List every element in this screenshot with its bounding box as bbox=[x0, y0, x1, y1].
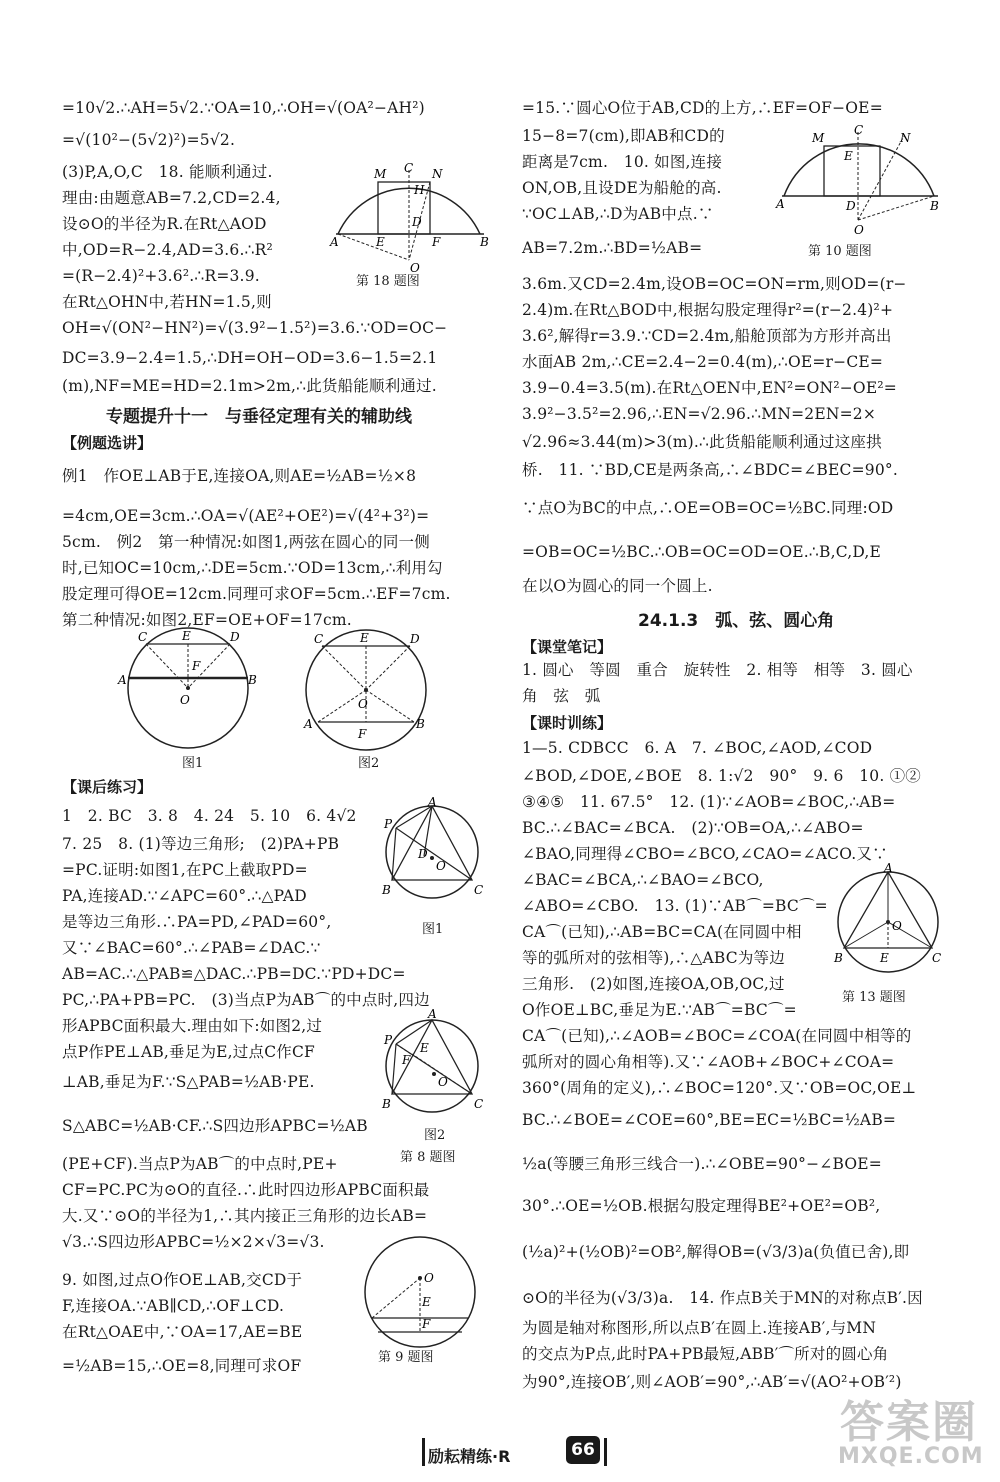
text-line: 设⊙O的半径为R.在Rt△AOD bbox=[62, 215, 267, 233]
text-line: ∵OC⊥AB,∴D为AB中点.∵ bbox=[522, 205, 714, 223]
text-line: 距离是7cm. 10. 如图,连接 bbox=[522, 153, 723, 171]
text-line: 形APBC面积最大.理由如下:如图2,过 bbox=[62, 1017, 323, 1035]
figure-18-diagram bbox=[330, 161, 490, 275]
text-line: 股定理可得OE=12cm.同理可求OF=5cm.∴EF=7cm. bbox=[62, 585, 451, 603]
text-line: PA,连接AD.∵∠APC=60°.∴△PAD bbox=[62, 887, 307, 905]
svg-text:C: C bbox=[474, 1097, 484, 1111]
text-line: 又∵∠BAC=60°.∴∠PAB=∠DAC.∵ bbox=[62, 939, 321, 957]
svg-text:O: O bbox=[180, 693, 190, 707]
text-line: ∵点O为BC的中点,∴OE=OB=OC=½BC.同理:OD bbox=[522, 499, 894, 517]
text-line: 理由:由题意AB=7.2,CD=2.4, bbox=[62, 189, 281, 207]
text-line: DC=3.9−2.4=1.5,∴DH=OH−OD=3.6−1.5=2.1 bbox=[62, 349, 438, 367]
figure-caption: 图1 bbox=[182, 756, 204, 771]
svg-text:O: O bbox=[410, 261, 420, 275]
svg-text:M: M bbox=[812, 131, 825, 145]
svg-text:A: A bbox=[330, 235, 339, 249]
text-line: 在以O为圆心的同一个圆上. bbox=[522, 577, 713, 595]
svg-text:C: C bbox=[854, 123, 864, 137]
tag-notes: 【课堂笔记】 bbox=[522, 638, 613, 656]
text-line: 桥. 11. ∵BD,CE是两条高,∴∠BDC=∠BEC=90°. bbox=[522, 461, 898, 479]
svg-text:A: A bbox=[428, 795, 437, 809]
svg-text:D: D bbox=[846, 199, 856, 213]
text-line: 3.6²,解得r=3.9.∵CD=2.4m,船舱顶部为方形并高出 bbox=[522, 327, 892, 345]
text-line: (PE+CF).当点P为AB⌒的中点时,PE+ bbox=[62, 1155, 338, 1173]
text-line: S△ABC=½AB·CF.∴S四边形APBC=½AB bbox=[62, 1117, 368, 1135]
footer-bar-left bbox=[422, 1438, 425, 1466]
text-line: ON,OB,且设DE为船舱的高. bbox=[522, 179, 722, 197]
svg-text:B: B bbox=[416, 717, 425, 731]
text-line: 在Rt△OHN中,若HN=1.5,则 bbox=[62, 293, 272, 311]
text-line: 9. 如图,过点O作OE⊥AB,交CD于 bbox=[62, 1271, 303, 1289]
text-line: 是等边三角形.∴PA=PD,∠PAD=60°, bbox=[62, 913, 332, 931]
text-line: ∠BAC=∠BCA,∴∠BAO=∠BCO, bbox=[522, 871, 764, 889]
text-line: (½a)²+(½OB)²=OB²,解得OB=(√3/3)a(负值已舍),即 bbox=[522, 1243, 910, 1261]
text-line: 的交点为P点,此时PA+PB最短,ABB′⌒所对的圆心角 bbox=[522, 1345, 889, 1363]
tag-examples: 【例题选讲】 bbox=[62, 434, 153, 452]
text-line: =√(10²−(5√2)²)=5√2. bbox=[62, 131, 236, 149]
text-line: CA⌒(已知),∴∠AOB=∠BOC=∠COA(在同圆中相等的 bbox=[522, 1027, 912, 1045]
svg-text:F: F bbox=[422, 1317, 431, 1331]
text-line: CA⌒(已知),∴AB=BC=CA(在同圆中相 bbox=[522, 923, 802, 941]
svg-text:C: C bbox=[138, 630, 148, 644]
svg-text:C: C bbox=[404, 161, 414, 175]
svg-text:O: O bbox=[854, 223, 864, 237]
text-line: 水面AB 2m,∴CE=2.4−2=0.4(m),∴OE=r−CE= bbox=[522, 353, 884, 371]
text-line: ⊥AB,垂足为F.∵S△PAB=½AB·PE. bbox=[62, 1073, 315, 1091]
text-line: ∠BAO,同理得∠CBO=∠BCO,∠CAO=∠ACO.又∵ bbox=[522, 845, 888, 863]
svg-text:E: E bbox=[420, 1041, 429, 1055]
text-line: 为90°,连接OB′,则∠AOB′=90°,∴AB′=√(AO²+OB′²) bbox=[522, 1373, 902, 1391]
svg-text:C: C bbox=[932, 951, 942, 965]
watermark bbox=[832, 1386, 996, 1474]
text-line: =½AB=15,∴OE=8,同理可求OF bbox=[62, 1357, 302, 1375]
figure-8-2-diagram bbox=[378, 1008, 488, 1120]
figure-caption: 图1 bbox=[422, 922, 444, 937]
text-line: ½a(等腰三角形三线合一).∴∠OBE=90°−∠BOE= bbox=[522, 1155, 882, 1173]
text-line: =10√2.∴AH=5√2.∵OA=10,∴OH=√(OA²−AH²) bbox=[62, 99, 425, 117]
svg-text:E: E bbox=[376, 235, 385, 249]
text-line: 30°.∴OE=½OB.根据勾股定理得BE²+OE²=OB², bbox=[522, 1197, 881, 1215]
text-line: 15−8=7(cm),即AB和CD的 bbox=[522, 127, 725, 145]
text-line: 为圆是轴对称图形,所以点B′在圆上.连接AB′,与MN bbox=[522, 1319, 877, 1337]
svg-text:D: D bbox=[410, 632, 420, 646]
text-line: ⊙O的半径为(√3/3)a. 14. 作点B关于MN的对称点B′.因 bbox=[522, 1289, 923, 1307]
tag-training: 【课时训练】 bbox=[522, 714, 613, 732]
svg-text:E: E bbox=[422, 1295, 431, 1309]
text-line: =OB=OC=½BC.∴OB=OC=OD=OE.∴B,C,D,E bbox=[522, 543, 882, 561]
svg-text:B: B bbox=[248, 673, 257, 687]
svg-text:A: A bbox=[884, 861, 893, 875]
svg-text:O: O bbox=[892, 919, 902, 933]
text-line: O作OE⊥BC,垂足为E.∵AB⌒=BC⌒= bbox=[522, 1001, 797, 1019]
text-line: 时,已知OC=10cm,∴DE=5cm.∵OD=13cm,∴利用勾 bbox=[62, 559, 443, 577]
svg-text:A: A bbox=[118, 673, 127, 687]
svg-text:E: E bbox=[880, 951, 889, 965]
text-line: √3.∴S四边形APBC=½×2×√3=√3. bbox=[62, 1233, 325, 1251]
text-line: 第二种情况:如图2,EF=OE+OF=17cm. bbox=[62, 611, 352, 629]
tag-practice: 【课后练习】 bbox=[62, 778, 153, 796]
svg-text:O: O bbox=[358, 697, 368, 711]
figure-caption: 图2 bbox=[358, 756, 380, 771]
svg-text:D: D bbox=[412, 215, 422, 229]
text-line: (m),NF=ME=HD=2.1m>2m,∴此货船能顺利通过. bbox=[62, 377, 437, 395]
footer-brand: 励耘精练·R bbox=[428, 1447, 511, 1466]
text-line: BC.∴∠BAC=∠BCA. (2)∵OB=OA,∴∠ABO= bbox=[522, 819, 864, 837]
svg-text:F: F bbox=[192, 659, 201, 673]
svg-text:F: F bbox=[432, 235, 441, 249]
svg-text:B: B bbox=[930, 199, 939, 213]
text-line: √2.96≈3.44(m)>3(m).∴此货船能顺利通过这座拱 bbox=[522, 433, 882, 451]
text-line: PC,∴PA+PB=PC. (3)当点P为AB⌒的中点时,四边 bbox=[62, 991, 430, 1009]
text-line: ③④⑤ 11. 67.5° 12. (1)∵∠AOB=∠BOC,∴AB= bbox=[522, 793, 896, 811]
text-line: 大.又∵⊙O的半径为1,∴其内接正三角形的边长AB= bbox=[62, 1207, 428, 1225]
figure-caption: 图2 bbox=[424, 1128, 446, 1143]
svg-text:B: B bbox=[834, 951, 843, 965]
watermark-url: MXQE.COM bbox=[838, 1444, 984, 1469]
svg-text:C: C bbox=[474, 883, 484, 897]
text-line: =15.∵圆心O位于AB,CD的上方,∴EF=OF−OE= bbox=[522, 99, 883, 117]
text-line: 3.6m.又CD=2.4m,设OB=OC=ON=rm,则OD=(r− bbox=[522, 275, 907, 293]
page-number: 66 bbox=[566, 1436, 600, 1464]
text-line: 1 2. BC 3. 8 4. 24 5. 10 6. 4√2 bbox=[62, 807, 357, 825]
example-figure-1 bbox=[118, 628, 260, 758]
svg-text:C: C bbox=[314, 632, 324, 646]
text-line: F,连接OA.∵AB∥CD,∴OF⊥CD. bbox=[62, 1297, 285, 1315]
svg-text:F: F bbox=[402, 1053, 411, 1067]
figure-caption: 第 18 题图 bbox=[356, 274, 420, 289]
text-line: =(R−2.4)²+3.6².∴R=3.9. bbox=[62, 267, 260, 285]
text-line: 2.4)m.在Rt△BOD中,根据勾股定理得r²=(r−2.4)²+ bbox=[522, 301, 894, 319]
text-line: 角 弦 弧 bbox=[522, 687, 601, 705]
text-line: 中,OD=R−2.4,AD=3.6.∴R² bbox=[62, 241, 273, 259]
figure-9-diagram bbox=[362, 1232, 480, 1352]
svg-text:A: A bbox=[776, 197, 785, 211]
figure-13-diagram bbox=[834, 861, 942, 980]
text-line: 7. 25 8. (1)等边三角形; (2)PA+PB bbox=[62, 835, 340, 853]
svg-text:E: E bbox=[360, 631, 369, 645]
svg-text:B: B bbox=[382, 883, 391, 897]
svg-text:O: O bbox=[438, 1075, 448, 1089]
text-line: 等的弧所对的弦相等),∴△ABC为等边 bbox=[522, 949, 785, 967]
text-line: CF=PC.PC为⊙O的直径.∴此时四边形APBC面积最 bbox=[62, 1181, 430, 1199]
figure-caption: 第 8 题图 bbox=[400, 1150, 456, 1165]
text-line: ∠ABO=∠CBO. 13. (1)∵AB⌒=BC⌒= bbox=[522, 897, 828, 915]
text-line: 例1 作OE⊥AB于E,连接OA,则AE=½AB=½×8 bbox=[62, 467, 417, 485]
svg-text:N: N bbox=[432, 167, 443, 181]
svg-text:O: O bbox=[436, 859, 446, 873]
text-line: 5cm. 例2 第一种情况:如图1,两弦在圆心的同一侧 bbox=[62, 533, 430, 551]
svg-text:O: O bbox=[424, 1271, 434, 1285]
svg-text:E: E bbox=[844, 149, 853, 163]
svg-text:P: P bbox=[384, 817, 393, 831]
svg-text:D: D bbox=[230, 630, 240, 644]
svg-text:N: N bbox=[900, 131, 911, 145]
svg-text:B: B bbox=[382, 1097, 391, 1111]
section-title: 24.1.3 弧、弦、圆心角 bbox=[638, 611, 835, 631]
text-line: 点P作PE⊥AB,垂足为E,过点C作CF bbox=[62, 1043, 315, 1061]
text-line: AB=7.2m.∴BD=½AB= bbox=[522, 239, 703, 257]
svg-text:B: B bbox=[480, 235, 489, 249]
figure-8-1-diagram bbox=[378, 795, 488, 908]
svg-text:E: E bbox=[182, 629, 191, 643]
svg-text:H: H bbox=[414, 183, 425, 197]
text-line: ∠BOD,∠DOE,∠BOE 8. 1:√2 90° 9. 6 10. ①② bbox=[522, 767, 921, 785]
figure-10-diagram bbox=[776, 124, 942, 242]
text-line: 1—5. CDBCC 6. A 7. ∠BOC,∠AOD,∠COD bbox=[522, 739, 873, 757]
section-title: 专题提升十一 与垂径定理有关的辅助线 bbox=[106, 407, 412, 427]
text-line: 弧所对的圆心角相等).又∵∠AOB+∠BOC+∠COA= bbox=[522, 1053, 895, 1071]
text-line: =4cm,OE=3cm.∴OA=√(AE²+OE²)=√(4²+3²)= bbox=[62, 507, 430, 525]
text-line: 1. 圆心 等圆 重合 旋转性 2. 相等 相等 3. 圆心 bbox=[522, 661, 913, 679]
text-line: 360°(周角的定义),∴∠BOC=120°.又∵OB=OC,OE⊥ bbox=[522, 1079, 917, 1097]
text-line: (3)P,A,O,C 18. 能顺利通过. bbox=[62, 163, 273, 181]
text-line: OH=√(ON²−HN²)=√(3.9²−1.5²)=3.6.∵OD=OC− bbox=[62, 319, 448, 337]
text-line: AB=AC.∴△PAB≌△DAC.∴PB=DC.∵PD+DC= bbox=[62, 965, 406, 983]
text-line: 3.9²−3.5²=2.96,∴EN=√2.96.∴MN=2EN=2× bbox=[522, 405, 877, 423]
text-line: 三角形. (2)如图,连接OA,OB,OC,过 bbox=[522, 975, 785, 993]
text-line: 3.9−0.4=3.5(m).在Rt△OEN中,EN²=ON²−OE²= bbox=[522, 379, 897, 397]
text-line: BC.∴∠BOE=∠COE=60°,BE=EC=½BC=½AB= bbox=[522, 1111, 897, 1129]
text-line: 在Rt△OAE中,∵OA=17,AE=BE bbox=[62, 1323, 303, 1341]
svg-text:M: M bbox=[374, 167, 387, 181]
svg-text:D: D bbox=[418, 847, 428, 861]
text-line: =PC.证明:如图1,在PC上截取PD= bbox=[62, 861, 308, 879]
example-figure-2 bbox=[296, 628, 438, 758]
figure-caption: 第 13 题图 bbox=[842, 990, 906, 1005]
footer-bar-right bbox=[604, 1438, 607, 1466]
watermark-title: 答案圈 bbox=[840, 1397, 978, 1448]
svg-text:A: A bbox=[304, 717, 313, 731]
svg-text:P: P bbox=[384, 1033, 393, 1047]
figure-caption: 第 9 题图 bbox=[378, 1350, 434, 1365]
figure-caption: 第 10 题图 bbox=[808, 244, 872, 259]
svg-text:A: A bbox=[428, 1007, 437, 1021]
svg-text:F: F bbox=[358, 727, 367, 741]
